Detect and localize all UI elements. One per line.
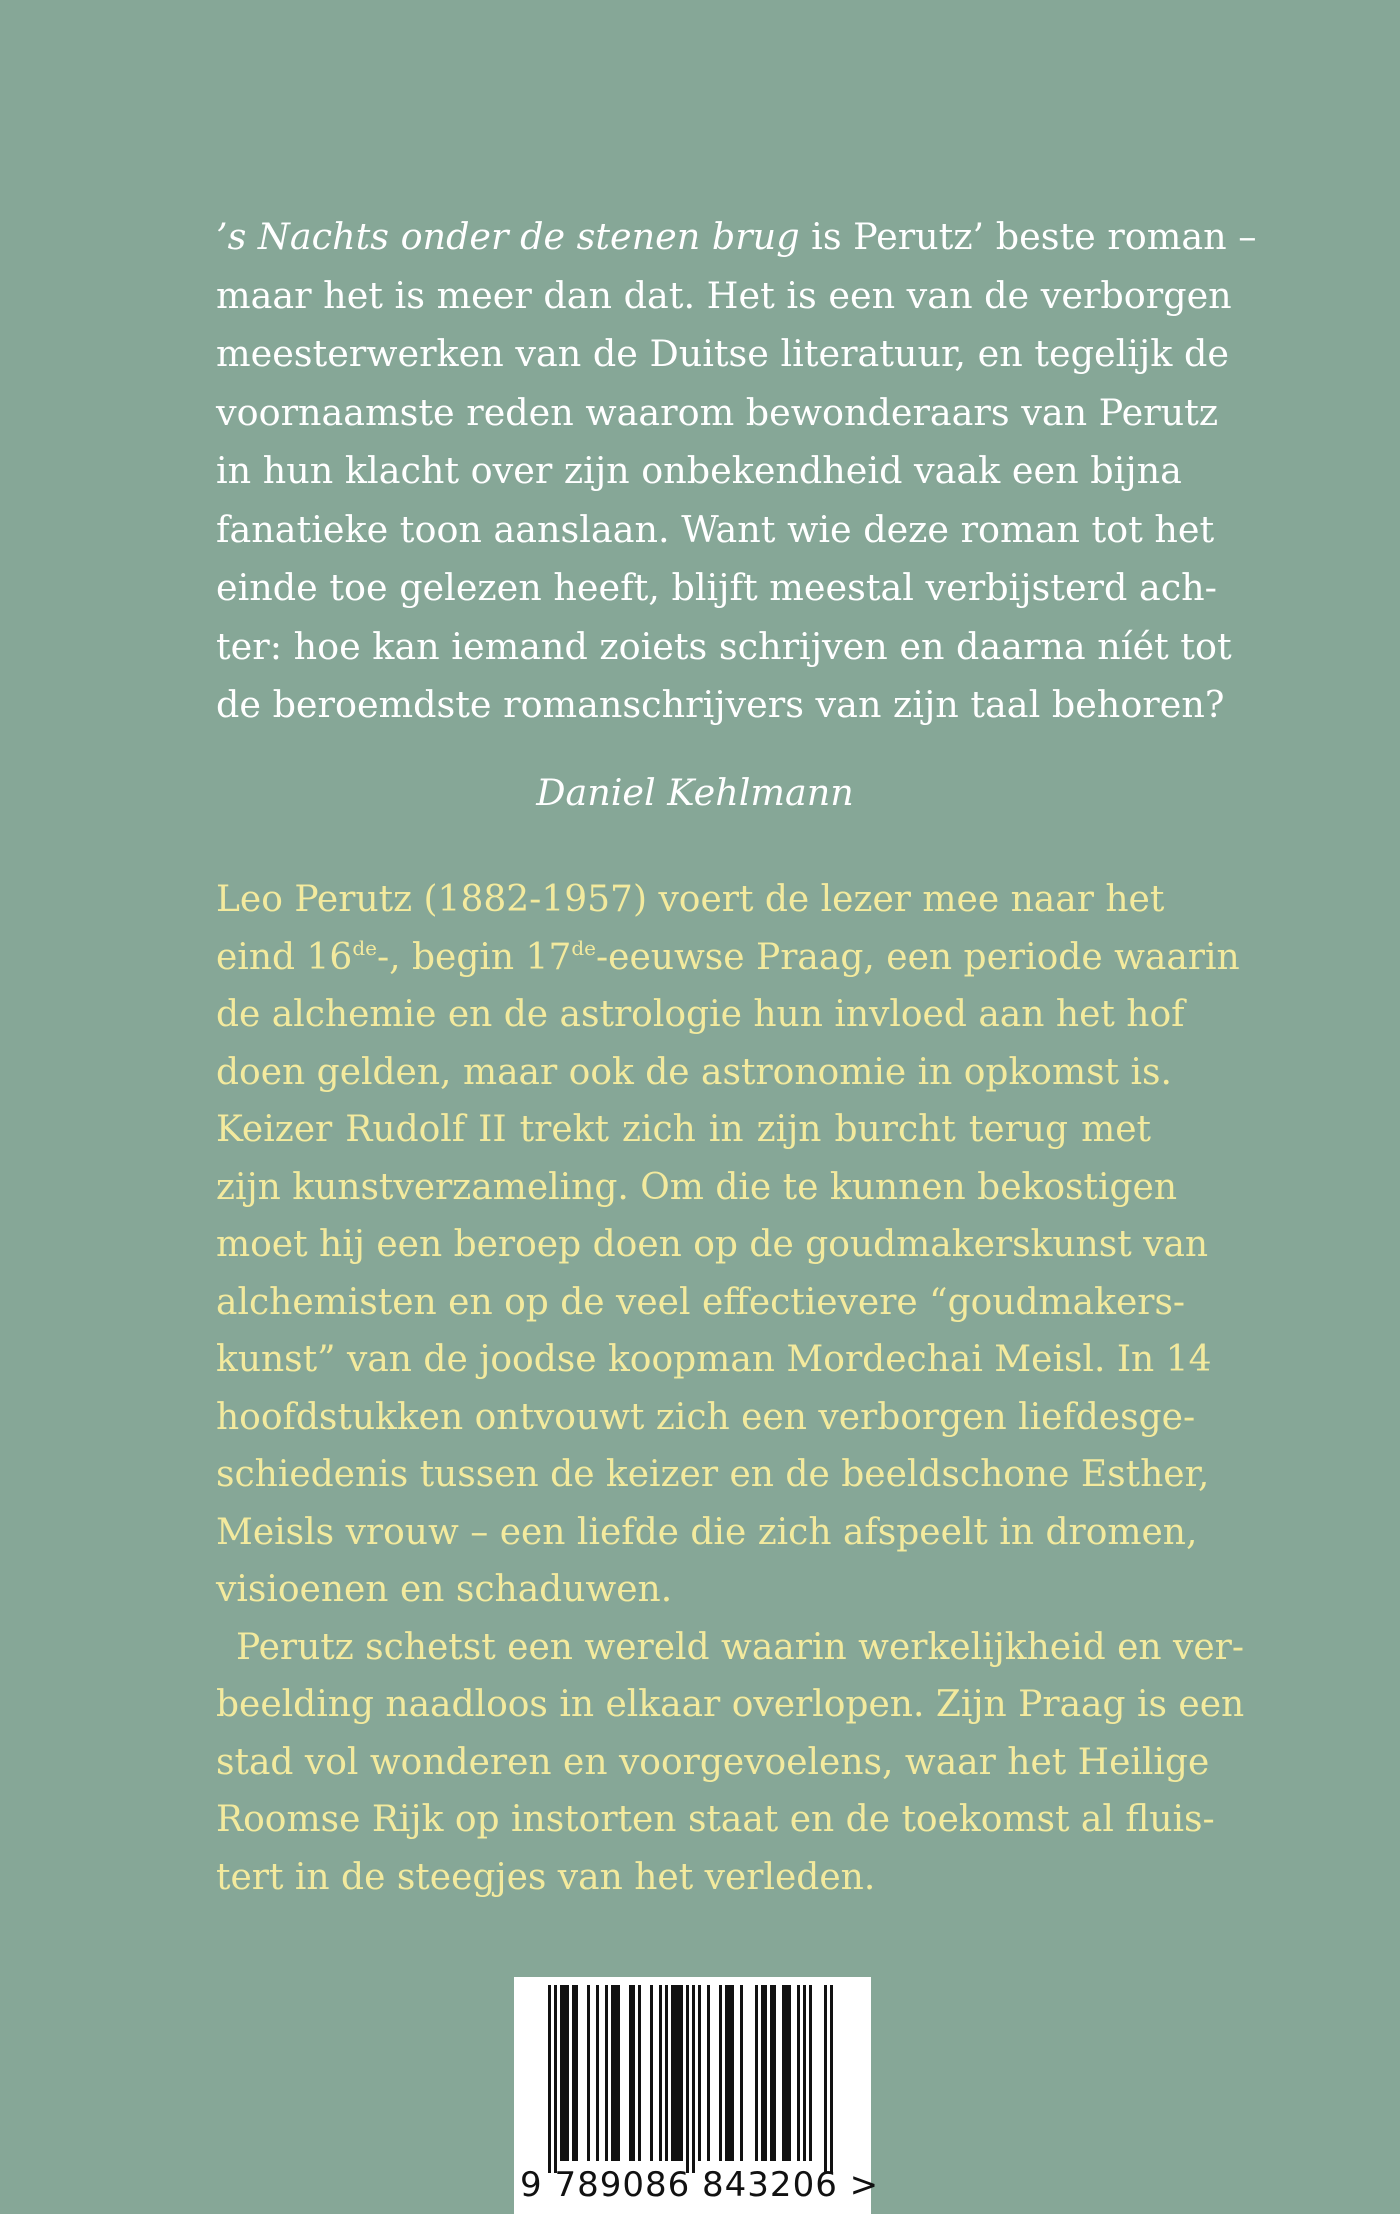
barcode-bar: [761, 1985, 764, 2161]
description-line: beelding naadloos in elkaar overlopen. Zijn Praag is een: [216, 1684, 1245, 1725]
barcode-bar: [548, 1985, 551, 2173]
barcode-bar: [719, 1985, 722, 2161]
description-line: alchemisten en op de veel effectievere “goudmakers-: [216, 1281, 1186, 1323]
isbn-barcode: [514, 1977, 880, 2214]
barcode-bar: [617, 1985, 620, 2161]
barcode-bar: [785, 1985, 788, 2161]
barcode-bar: [671, 1985, 674, 2161]
barcode-bar: [725, 1985, 728, 2161]
barcode-bar: [575, 1985, 578, 2161]
book-description: [216, 871, 1245, 1906]
description-line-2: [216, 929, 1240, 987]
barcode-bar: [563, 1985, 566, 2161]
barcode-bar: [755, 1985, 758, 2161]
barcode-bar: [659, 1985, 662, 2161]
barcode-bar: [698, 1985, 701, 2161]
barcode-bar: [614, 1985, 617, 2161]
ordinal-superscript: de: [352, 935, 377, 960]
quote-line: fanatieke toon aanslaan. Want wie deze roman tot het: [216, 507, 1215, 551]
quote-line: voornaamste reden waarom bewonderaars van Perutz: [216, 390, 1219, 434]
barcode-bar: [707, 1985, 710, 2161]
description-text: -, begin 17: [376, 936, 572, 978]
quote-line: ter: hoe kan iemand zoiets schrijven en daarna níét tot: [216, 624, 1232, 668]
barcode-bar: [728, 1985, 731, 2161]
description-line: de alchemie en de astrologie hun invloed aan het hof: [216, 994, 1185, 1035]
barcode-bar: [692, 1985, 695, 2173]
barcode-bar: [809, 1985, 812, 2161]
book-title: ’s Nachts onder de stenen brug: [216, 215, 800, 258]
description-line: moet hij een beroep doen op de goudmakerskunst van: [216, 1224, 1209, 1265]
barcode-bar: [731, 1985, 734, 2161]
quote-line: einde toe gelezen heeft, blijft meestal verbijsterd ach-: [216, 566, 1218, 609]
quote-line: maar het is meer dan dat. Het is een van de verborgen: [216, 273, 1232, 317]
barcode-bar: [773, 1985, 776, 2161]
description-text: -eeuwse Praag, een periode waarin: [596, 936, 1240, 978]
description-line: Perutz schetst een wereld waarin werkelijkheid en ver-: [236, 1626, 1245, 1668]
barcode-bar: [824, 1985, 827, 2173]
barcode-bar: [803, 1985, 806, 2161]
barcode-bar: [680, 1985, 683, 2161]
barcode-bar: [740, 1985, 743, 2161]
barcode-bar: [686, 1985, 689, 2173]
description-line: doen gelden, maar ook de astronomie in opkomst is.: [216, 1051, 1172, 1093]
description-line: Keizer Rudolf II trekt zich in zijn burcht terug met: [216, 1109, 1151, 1150]
description-line: visioenen en schaduwen.: [216, 1569, 673, 1610]
barcode-bar: [797, 1985, 800, 2161]
barcode-bar: [770, 1985, 773, 2161]
ordinal-superscript: de: [571, 935, 596, 960]
barcode-bar: [629, 1985, 632, 2161]
barcode-bar: [830, 1985, 833, 2173]
description-line: kunst” van de joodse koopman Mordechai Meisl. In 14: [216, 1339, 1212, 1380]
barcode-bar: [587, 1985, 590, 2161]
barcode-bar: [650, 1985, 653, 2161]
barcode-bar: [554, 1985, 557, 2173]
description-text: eind 16: [216, 936, 353, 978]
description-line: Roomse Rijk op instorten staat en de toekomst al fluis-: [216, 1799, 1215, 1840]
quote-line: in hun klacht over zijn onbekendheid vaak een bijna: [216, 449, 1182, 492]
barcode-bar: [638, 1985, 641, 2161]
description-line: Meisls vrouw – een liefde die zich afspeelt in dromen,: [216, 1511, 1198, 1553]
description-line: schiedenis tussen de keizer en de beeldschone Esther,: [216, 1454, 1210, 1495]
barcode-bar: [560, 1985, 563, 2161]
description-line: tert in de steegjes van het verleden.: [216, 1856, 876, 1898]
barcode-bar: [566, 1985, 569, 2161]
quote-line-1: [216, 208, 1257, 267]
quote-line: de beroemdste romanschrijvers van zijn taal behoren?: [216, 683, 1225, 726]
barcode-bar: [677, 1985, 680, 2161]
barcode-bar: [788, 1985, 791, 2161]
barcode-digits: 9 789086 843206 >: [520, 2165, 880, 2205]
description-line: hoofdstukken ontvouwt zich een verborgen liefdesge-: [216, 1396, 1196, 1438]
description-line: stad vol wonderen en voorgevoelens, waar het Heilige: [216, 1741, 1210, 1783]
barcode-bar: [611, 1985, 614, 2161]
barcode-bar: [632, 1985, 635, 2161]
review-quote: [216, 208, 1257, 735]
description-line: zijn kunstverzameling. Om die te kunnen bekostigen: [216, 1166, 1178, 1208]
quote-attribution: Daniel Kehlmann: [536, 771, 854, 814]
barcode-bar: [764, 1985, 767, 2161]
barcode-bar: [782, 1985, 785, 2161]
barcode-bar: [605, 1985, 608, 2161]
barcode-bar: [665, 1985, 668, 2161]
barcode-bar: [572, 1985, 575, 2161]
quote-line: meesterwerken van de Duitse literatuur, en tegelijk de: [216, 332, 1229, 375]
barcode-bar: [596, 1985, 599, 2161]
description-line: Leo Perutz (1882-1957) voert de lezer mee naar het: [216, 879, 1165, 920]
barcode-bar: [674, 1985, 677, 2161]
quote-line-1-rest: is Perutz’ beste roman –: [799, 215, 1257, 258]
